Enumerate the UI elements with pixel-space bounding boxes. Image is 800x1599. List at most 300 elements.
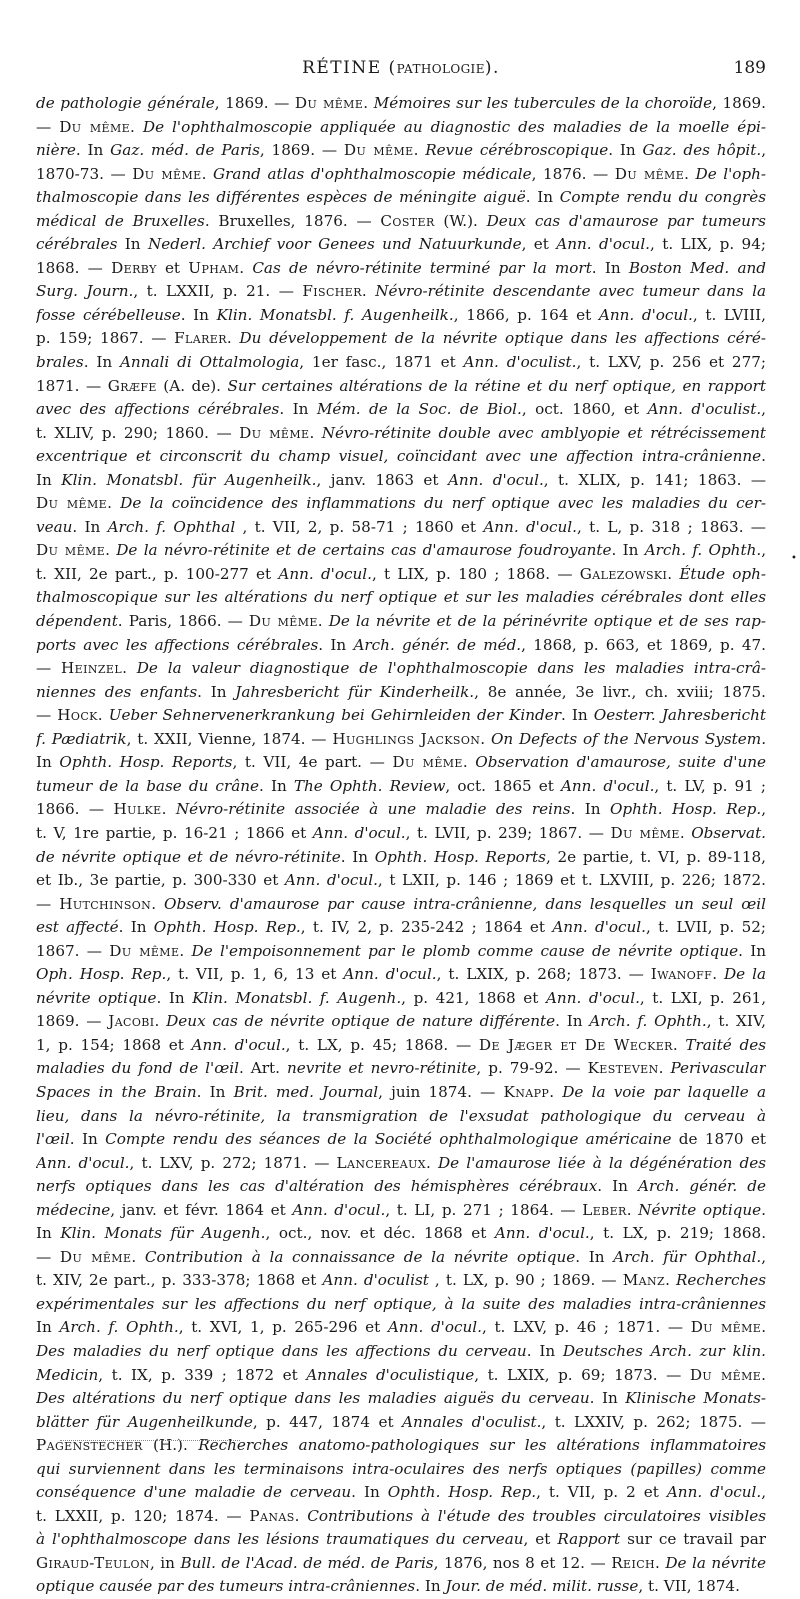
citation-text: . — [97, 706, 109, 725]
work-title: De l'oph- — [695, 164, 766, 183]
author-name: Du même — [109, 941, 180, 960]
author-name: Reich — [611, 1553, 656, 1572]
citation-text: t. XLIV, p. 290; 1860. — — [36, 423, 240, 442]
citation-text: . Bruxelles, 1876. — — [204, 211, 381, 230]
citation-text: . — [239, 258, 253, 277]
work-title: Ann. d'ocul. — [483, 517, 577, 536]
citation-text: . — [105, 541, 117, 560]
work-title: Jahresbericht für Kinderheilk. — [235, 682, 475, 701]
citation-text: 1867. — — [36, 941, 110, 960]
work-title: De la névrite et de la périnévrite optique et de ses rap- — [328, 612, 766, 631]
citation-text: , — [761, 1483, 766, 1502]
citation-text: sur ce travail par — [620, 1530, 766, 1549]
work-title: Bull. de l'Acad. de méd. de Paris — [180, 1553, 434, 1572]
citation-text: . In — [525, 188, 560, 207]
running-title — [36, 58, 766, 78]
work-title: de névrite optique et de névro-rétinite — [36, 847, 341, 866]
work-title: Recherches anatomo-pathologiques sur les altérations inflammatoires — [198, 1436, 766, 1455]
text-line — [36, 186, 766, 210]
work-title: conséquence d'une maladie de cerveau — [36, 1483, 352, 1502]
running-title-close: ). — [484, 58, 500, 78]
citation-text: , t. LXXII, p. 21. — — [133, 282, 303, 301]
citation-text: . In — [318, 635, 354, 654]
work-title: lieu, dans la névro-rétinite, la transmigration de l'exsudat pathologique du cerveau à — [36, 1106, 766, 1125]
text-line — [36, 798, 766, 822]
author-name: Jacobi — [108, 1012, 155, 1031]
text-line — [36, 963, 766, 987]
text-line — [36, 351, 766, 375]
citation-text: . — [122, 659, 137, 678]
running-title-subject: pathologie — [396, 58, 485, 78]
work-title: Ann. d'oculist — [322, 1271, 429, 1290]
citation-text: . — [761, 1200, 766, 1219]
text-line — [36, 516, 766, 540]
work-title: Oesterr. Jahresbericht — [593, 706, 766, 725]
work-title: Étude oph- — [679, 564, 766, 583]
work-title: Observation d'amaurose, suite d'une — [475, 753, 766, 772]
citation-text: . — [151, 894, 165, 913]
work-title: De la névrite — [665, 1553, 766, 1572]
citation-text: , t LXII, p. 146 ; 1869 et t. LXVIII, p. 226; 1872. — [377, 871, 766, 890]
citation-text: , p. 79-92. — — [476, 1059, 588, 1078]
work-title: Oph. Hosp. Rep. — [36, 965, 167, 984]
author-name: Hulke — [113, 800, 162, 819]
work-title: niennes des enfants — [36, 682, 198, 701]
citation-text: . — [667, 564, 680, 583]
text-line — [36, 681, 766, 705]
text-line — [36, 563, 766, 587]
work-title: Ann. d'ocul. — [36, 1153, 130, 1172]
citation-text: , t. LI, p. 271 ; 1864. — — [385, 1200, 583, 1219]
work-title: brales — [36, 353, 84, 372]
text-line — [36, 1411, 766, 1435]
citation-text: In — [36, 470, 62, 489]
work-title: Klin. Monatsbl. f. Augenh. — [192, 988, 402, 1007]
citation-text: . — [154, 1012, 167, 1031]
work-title: Arch. für Ophthal. — [613, 1247, 762, 1266]
page — [36, 58, 766, 1599]
text-line — [36, 775, 766, 799]
author-name: Knapp — [503, 1082, 550, 1101]
work-title: Ophth. Hosp. Rep. — [609, 800, 762, 819]
work-title: Contributions à l'étude des troubles circulatoires visibles — [307, 1506, 766, 1525]
citation-text: . — [712, 965, 724, 984]
citation-text: , — [761, 400, 766, 419]
author-name: Lancereaux — [336, 1153, 427, 1172]
author-name: Upham — [188, 258, 240, 277]
work-title: Arch. génér. de — [637, 1177, 766, 1196]
citation-text: . In — [72, 517, 108, 536]
citation-text: . In — [351, 1483, 388, 1502]
text-line — [36, 751, 766, 775]
text-line — [36, 940, 766, 964]
citation-text: , — [761, 541, 766, 560]
work-title: Ann. d'oculist. — [647, 400, 762, 419]
work-title: Perivascular — [670, 1059, 766, 1078]
work-title: Ann. d'ocul. — [278, 564, 372, 583]
citation-text: . — [480, 729, 491, 748]
text-line — [36, 1010, 766, 1034]
author-name: Hutchinson — [59, 894, 152, 913]
work-title: De la valeur diagnostique de l'ophthalmoscopie dans les maladies intra-crâ- — [136, 659, 766, 678]
author-name: Du même — [132, 164, 202, 183]
work-title: Arch. f. Ophth. — [59, 1318, 179, 1337]
citation-text: t. XIV, 2e part., p. 333-378; 1868 et — [36, 1271, 323, 1290]
citation-text: , t. IV, 2, p. 235-242 ; 1864 et — [300, 918, 553, 937]
citation-text: , 1876, nos 8 et 12. — — [433, 1553, 612, 1572]
text-line — [36, 869, 766, 893]
citation-text: — — [36, 894, 60, 913]
work-title: Annales d'oculistique — [306, 1365, 475, 1384]
citation-text: , 1869. — — [214, 94, 295, 112]
work-title: Recherches — [675, 1271, 766, 1290]
citation-text: . — [658, 1059, 671, 1078]
text-line — [36, 304, 766, 328]
page-number: 189 — [733, 58, 766, 78]
author-name: Leber — [582, 1200, 627, 1219]
citation-text: , 1868, p. 663, et 1869, p. 47. — [521, 635, 766, 654]
text-line — [36, 1434, 766, 1458]
text-line — [36, 1340, 766, 1364]
work-title: Ophth. Hosp. Rep. — [153, 918, 301, 937]
citation-text: , t. LXXIV, p. 262; 1875. — — [541, 1412, 766, 1431]
text-line — [36, 1269, 766, 1293]
text-line — [36, 327, 766, 351]
citation-text: , t. LX, p. 219; 1868. — [589, 1224, 766, 1243]
work-title: excentrique et circonscrit du champ visuel, coïncidant avec une affection intra-crânienne — [36, 447, 762, 466]
work-title: Sur certaines altérations de la rétine et du nerf optique, en rapport — [227, 376, 766, 395]
citation-text: 1, p. 154; 1868 et — [36, 1035, 192, 1054]
work-title: Ann. d'ocul. — [343, 965, 437, 984]
citation-text: . In — [591, 258, 629, 277]
work-title: Névro-rétinite descendante avec tumeur dans la — [375, 282, 766, 301]
author-name: Du même — [239, 423, 310, 442]
work-title: Ann. d'oculist. — [463, 353, 577, 372]
citation-text: t. LXXII, p. 120; 1874. — — [36, 1506, 250, 1525]
work-title: Compte rendu du congrès — [559, 188, 766, 207]
work-title: De l'empoisonnement par le plomb comme cause de névrite optique — [191, 941, 739, 960]
citation-text: , — [761, 800, 766, 819]
work-title: Jour. de méd. milit. russe — [445, 1577, 639, 1596]
citation-text: . Art. — [238, 1059, 287, 1078]
work-title: Ann. d'ocul. — [552, 918, 646, 937]
citation-text: . — [226, 329, 240, 348]
work-title: cérébrales — [36, 235, 118, 254]
work-title: Mém. de la Soc. de Biol. — [316, 400, 522, 419]
text-line — [36, 822, 766, 846]
work-title: Traité des — [685, 1035, 766, 1054]
citation-text: 1866. — — [36, 800, 114, 819]
text-line — [36, 280, 766, 304]
text-line — [36, 728, 766, 752]
running-title-main: RÉTINE ( — [302, 58, 397, 78]
work-title: Ann. d'ocul. — [545, 988, 640, 1007]
work-title: Deux cas de névrite optique de nature différente — [166, 1012, 556, 1031]
citation-text: , p. 447, 1874 et — [252, 1412, 402, 1431]
work-title: Medicin — [36, 1365, 99, 1384]
work-title: Ann. d'ocul. — [292, 1200, 386, 1219]
citation-text: , oct. 1865 et — [445, 776, 561, 795]
citation-text: . — [130, 117, 143, 136]
citation-text: . In — [156, 988, 193, 1007]
work-title: Grand atlas d'ophthalmoscopie médicale — [212, 164, 532, 183]
citation-text: , t. LVII, p. 52; — [646, 918, 766, 937]
citation-text: 1868. — — [36, 258, 112, 277]
author-name: Iwanoff — [650, 965, 713, 984]
work-title: Klin. Monatsbl. f. Augenheilk. — [216, 305, 454, 324]
citation-text: , t. VII, 1874. — [638, 1577, 740, 1596]
citation-text: , oct. 1860, et — [521, 400, 648, 419]
text-line — [36, 257, 766, 281]
work-title: thalmoscopie dans les différentes espèces de méningite aiguë — [36, 188, 526, 207]
citation-text: . In — [69, 1130, 106, 1149]
work-title: Mémoires sur les tubercules de la choroïde — [373, 94, 713, 112]
citation-text: — — [36, 706, 58, 725]
citation-text: . — [761, 447, 766, 466]
citation-text: (H.). — [142, 1436, 199, 1455]
work-title: Annales d'oculist. — [401, 1412, 542, 1431]
author-name: Galezowski — [579, 564, 668, 583]
citation-text: . Paris, 1866. — — [117, 612, 249, 631]
work-title: Ann. d'ocul. — [598, 305, 693, 324]
citation-text: . In — [415, 1577, 446, 1596]
author-name: Du même — [690, 1318, 762, 1337]
citation-text: In — [36, 753, 60, 772]
author-name: Giraud-Teulon — [36, 1553, 150, 1572]
work-title: nière — [36, 141, 76, 160]
work-title: médecine — [36, 1200, 111, 1219]
citation-text: . — [294, 1506, 308, 1525]
work-title: tumeur de la base du crâne — [36, 776, 260, 795]
citation-text: . In — [738, 941, 766, 960]
citation-text: . — [161, 800, 176, 819]
author-name: Flarer — [174, 329, 227, 348]
citation-text: In — [36, 1224, 61, 1243]
author-name: Coster — [380, 211, 435, 230]
citation-text: . — [361, 282, 376, 301]
citation-text: . — [684, 164, 696, 183]
margin-mark: • — [791, 553, 797, 564]
text-line — [36, 375, 766, 399]
work-title: Ophth. Hosp. Reports — [374, 847, 546, 866]
citation-text: , 1869. — [712, 94, 766, 112]
text-line — [36, 1034, 766, 1058]
work-title: De l'ophthalmoscopie appliquée au diagnostic des maladies de la moelle épi- — [142, 117, 766, 136]
citation-text: . In — [570, 800, 610, 819]
citation-text: p. 159; 1867. — — [36, 329, 175, 348]
citation-text: . — [363, 94, 374, 112]
citation-text: , p. 421, 1868 et — [401, 988, 546, 1007]
citation-text: . In — [560, 706, 594, 725]
citation-text: , t LIX, p. 180 ; 1868. — — [371, 564, 580, 583]
text-line — [36, 1552, 766, 1576]
citation-text: . — [761, 1365, 766, 1384]
citation-text: — — [36, 117, 60, 136]
citation-text: . In — [279, 400, 317, 419]
work-title: veau — [36, 517, 73, 536]
citation-text: , t. LXV, p. 256 et 277; — [576, 353, 766, 372]
text-line — [36, 893, 766, 917]
author-name: Du même — [59, 1247, 132, 1266]
author-name: Manz — [622, 1271, 666, 1290]
work-title: Deux cas d'amaurose par tumeurs — [486, 211, 766, 230]
work-title: f. Pædiatrik — [36, 729, 127, 748]
citation-text: . In — [259, 776, 294, 795]
work-title: Arch. f. Ophth. — [589, 1012, 707, 1031]
citation-text: . — [317, 612, 329, 631]
citation-text: , et — [523, 1530, 558, 1549]
citation-text: . In — [589, 1389, 626, 1408]
citation-text: . — [107, 494, 121, 513]
text-line — [36, 1222, 766, 1246]
citation-text: , t. LIX, p. 94; — [650, 235, 766, 254]
work-title: Rapport — [557, 1530, 621, 1549]
citation-text: . In — [196, 1082, 234, 1101]
work-title: Des altérations du nerf optique dans les maladies aiguës du cerveau — [36, 1389, 590, 1408]
work-title: Du développement de la névrite optique dans les affections céré- — [239, 329, 766, 348]
citation-text: , juin 1874. — — [378, 1082, 504, 1101]
citation-text: . In — [340, 847, 375, 866]
citation-text: . In — [180, 305, 217, 324]
work-title: Des maladies du nerf optique dans les affections du cerveau — [36, 1341, 527, 1360]
work-title: Ueber Sehnervenerkrankung bei Gehirnleiden der Kinder — [108, 706, 561, 725]
work-title: De la coïncidence des inflammations du nerf optique avec les maladies du cer- — [120, 494, 766, 513]
citation-text: (A. de). — [156, 376, 228, 395]
work-title: Ophth. Hosp. Rep. — [387, 1483, 537, 1502]
text-line — [36, 1458, 766, 1482]
citation-text: et — [156, 258, 189, 277]
work-title: Ann. d'ocul. — [191, 1035, 286, 1054]
citation-text: , t. LXI, p. 261, — [639, 988, 766, 1007]
citation-text: , janv. et févr. 1864 et — [110, 1200, 293, 1219]
citation-text: , in — [149, 1553, 181, 1572]
citation-text: , t. LVIII, — [692, 305, 766, 324]
work-title: Névrite optique — [638, 1200, 762, 1219]
author-name: Fischer — [302, 282, 362, 301]
citation-text: . — [201, 164, 213, 183]
work-title: fosse cérébelleuse — [36, 305, 181, 324]
text-line — [36, 1316, 766, 1340]
work-title: nevrite et nevro-rétinite — [286, 1059, 477, 1078]
citation-text: , t. LX, p. 45; 1868. — — [285, 1035, 479, 1054]
text-line — [36, 1128, 766, 1152]
text-line — [36, 846, 766, 870]
text-line — [36, 163, 766, 187]
citation-text: , t. LXIX, p. 268; 1873. — — [436, 965, 651, 984]
work-title: On Defects of the Nervous System — [490, 729, 762, 748]
citation-text: . In — [197, 682, 236, 701]
text-line — [36, 469, 766, 493]
work-title: Cas de névro-rétinite terminé par la mort — [252, 258, 592, 277]
work-title: Ophth. Hosp. Reports — [59, 753, 233, 772]
work-title: Ann. d'ocul. — [447, 470, 544, 489]
work-title: Observat. — [691, 823, 766, 842]
work-title: Surg. Journ. — [36, 282, 134, 301]
text-line — [36, 210, 766, 234]
text-line — [36, 1057, 766, 1081]
citation-text: , t. XLIX, p. 141; 1863. — — [543, 470, 766, 489]
citation-text: , t. L, p. 318 ; 1863. — — [576, 517, 766, 536]
citation-text: , 1er fasc., 1871 et — [299, 353, 464, 372]
work-title: Annali di Ottalmologia — [119, 353, 300, 372]
work-title: expérimentales sur les affections du nerf optique, à la suite des maladies intra-crâniennes — [36, 1294, 766, 1313]
citation-text: . — [413, 141, 426, 160]
work-title: The Ophth. Review — [293, 776, 446, 795]
citation-text: . — [309, 423, 322, 442]
author-name: Du même — [343, 141, 414, 160]
text-line — [36, 916, 766, 940]
citation-text: , oct., nov. et déc. 1868 et — [265, 1224, 495, 1243]
text-line — [36, 1528, 766, 1552]
text-line — [36, 1387, 766, 1411]
citation-text: , t. VII, 4e part. — — [232, 753, 393, 772]
citation-text: . In — [575, 1247, 614, 1266]
work-title: avec des affections cérébrales — [36, 400, 280, 419]
text-line — [36, 398, 766, 422]
citation-text: 1870-73. — — [36, 164, 133, 183]
work-title: De la névro-rétinite et de certains cas d'amaurose foudroyante — [116, 541, 612, 560]
author-name: Pagenstecher — [36, 1436, 143, 1455]
author-name: Hughlings Jackson — [332, 729, 481, 748]
text-line — [36, 634, 766, 658]
text-line — [36, 422, 766, 446]
citation-text: . — [672, 1035, 686, 1054]
author-name: Kesteven — [587, 1059, 659, 1078]
author-name: Du même — [614, 164, 685, 183]
citation-text: , t. VII, 2, p. 58-71 ; 1860 et — [235, 517, 484, 536]
work-title: Arch. f. Ophthal — [107, 517, 236, 536]
work-title: Gaz. méd. de Paris — [110, 141, 260, 160]
text-line — [36, 92, 766, 116]
citation-text: 1869. — — [36, 1012, 109, 1031]
work-title: Gaz. des hôpit. — [642, 141, 762, 160]
citation-text: de 1870 et — [671, 1130, 766, 1149]
author-name: Hock — [57, 706, 98, 725]
citation-text: — — [36, 659, 62, 678]
text-line — [36, 1246, 766, 1270]
citation-text: , t. VII, p. 2 et — [536, 1483, 667, 1502]
work-title: est affecté — [36, 918, 119, 937]
citation-text: , t. XVI, 1, p. 265-296 et — [178, 1318, 388, 1337]
work-title: Klin. Monatsbl. für Augenheilk. — [61, 470, 317, 489]
work-title: De la — [723, 965, 766, 984]
work-title: Ann. d'ocul. — [556, 235, 651, 254]
work-title: qui surviennent dans les terminaisons intra-oculaires des nerfs optiques (papilles) comme — [36, 1459, 766, 1478]
author-name: Græfe — [107, 376, 157, 395]
author-name: Du même — [294, 94, 364, 112]
citation-text: . — [131, 1247, 145, 1266]
text-line — [36, 139, 766, 163]
work-title: Ann. d'ocul. — [494, 1224, 590, 1243]
citation-text: . — [179, 941, 192, 960]
author-name: Du même — [59, 117, 131, 136]
work-title: Deutsches Arch. zur klin. — [562, 1341, 766, 1360]
text-line — [36, 116, 766, 140]
citation-text: , t. LXV, p. 46 ; 1871. — — [481, 1318, 691, 1337]
citation-text: , — [761, 1247, 766, 1266]
text-line — [36, 1293, 766, 1317]
work-title: maladies du fond de l'œil — [36, 1059, 239, 1078]
text-line — [36, 1481, 766, 1505]
work-title: Brit. med. Journal — [233, 1082, 379, 1101]
work-title: de pathologie générale — [36, 94, 215, 112]
citation-text: . In — [611, 541, 645, 560]
footer-rule — [60, 1440, 240, 1441]
citation-text: , 1869. — — [259, 141, 344, 160]
text-line — [36, 539, 766, 563]
work-title: thalmoscopique sur les altérations du nerf optique et sur les maladies cérébrales dont elles — [36, 588, 766, 607]
work-title: De l'amaurose liée à la dégénération des — [437, 1153, 766, 1172]
